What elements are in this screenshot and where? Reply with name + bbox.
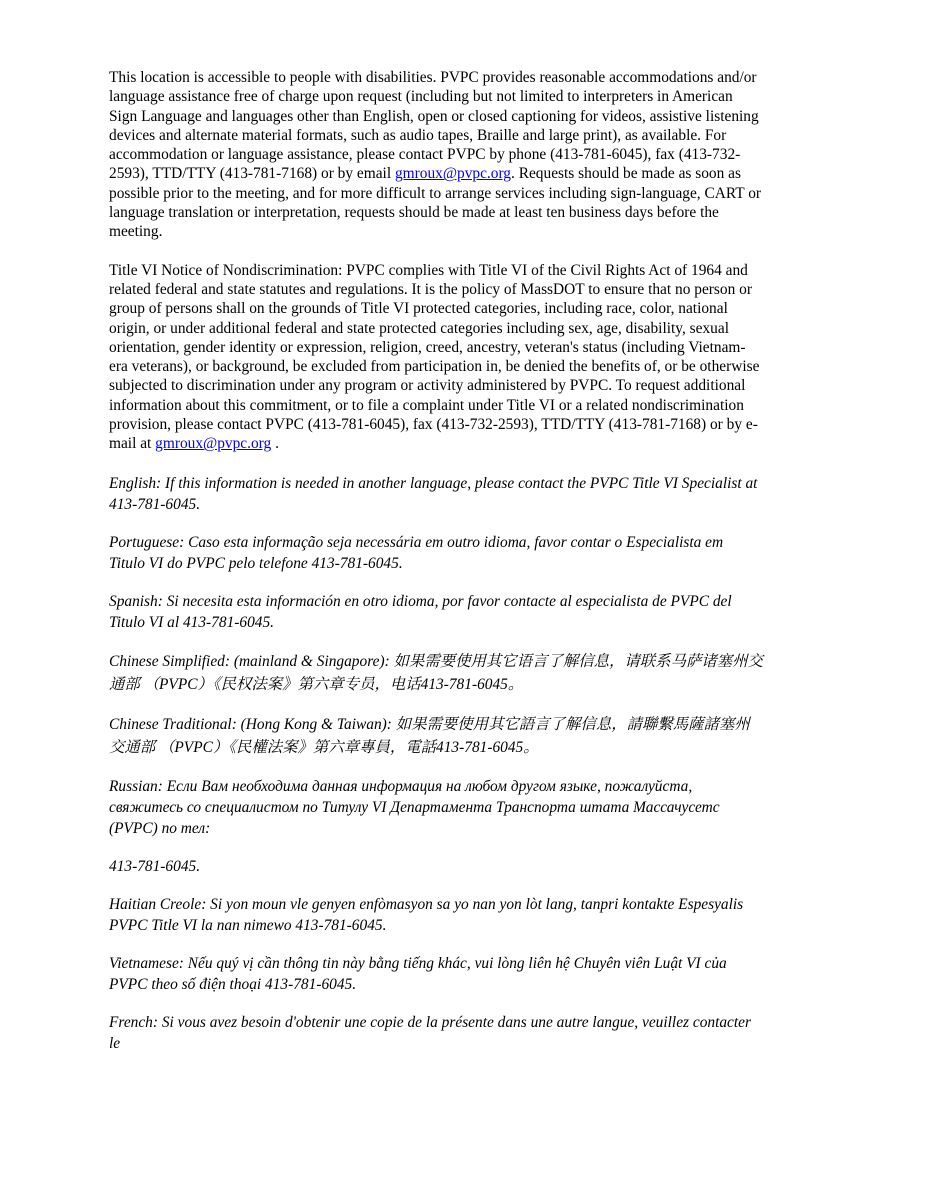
language-notice-vietnamese: Vietnamese: Nếu quý vị cần thông tin này bằng tiếng khác, vui lòng liên hệ Chuyên viên Luật VI của PVPC theo số điện thoại 413-781-6045. bbox=[109, 954, 727, 993]
language-notice-chinese-traditional: Chinese Traditional: (Hong Kong & Taiwan): 如果需要使用其它語言了解信息，請聯繫馬薩諸塞州 交通部 （PVPC）《民權法案》第六章專員，電話413-781-6045。 bbox=[109, 715, 750, 756]
title-vi-email-link[interactable]: gmroux@pvpc.org bbox=[155, 435, 272, 453]
title-vi-text-end: . bbox=[271, 435, 279, 453]
language-notice-english: English: If this information is needed in another language, please contact the PVPC Title VI Specialist at 413-781-6045. bbox=[109, 474, 758, 513]
language-notice-spanish: Spanish: Si necesita esta información en otro idioma, por favor contacte al especialista de PVPC del Titulo VI al 413-781-6045. bbox=[109, 592, 732, 631]
language-notice-haitian-creole: Haitian Creole: Si yon moun vle genyen enfòmasyon sa yo nan yon lòt lang, tanpri kontakte Espesyalis PVPC Title VI la nan nimewo 413-781-6045. bbox=[109, 895, 744, 934]
language-notice-french: French: Si vous avez besoin d'obtenir une copie de la présente dans une autre langue, veuillez contacter le bbox=[109, 1013, 751, 1052]
accessibility-text-continued: . Requests should be made as soon as possible prior to the meeting, and for more difficult to arrange services including sign-language, CART or language translation or interpretation, requests should be made at least ten business days before the meeting. bbox=[109, 165, 762, 241]
document-page bbox=[109, 68, 821, 1071]
title-vi-text: Title VI Notice of Nondiscrimination: PVPC complies with Title VI of the Civil Rights Act of 1964 and related federal and state statutes and regulations. It is the policy of MassDOT to ensure that no person or group of persons shall on the grounds of Title VI protected categories, including race, color, national origin, or under additional federal and state protected categories including sex, age, disability, sexual orientation, gender identity or expression, religion, creed, ancestry, veteran's status (including Vietnam- era veterans), or background, be excluded from participation in, be denied the benefits of, or be otherwise subjected to discrimination under any program or activity administered by PVPC. To request additional information about this commitment, or to file a complaint under Title VI or a related nondiscrimination provision, please contact PVPC (413-781-6045), fax (413-732-2593), TTD/TTY (413-781-7168) or by e- mail at bbox=[109, 261, 760, 453]
title-vi-paragraph bbox=[109, 261, 821, 454]
language-notice-portuguese: Portuguese: Caso esta informação seja necessária em outro idioma, favor contar o Especialista em Titulo VI do PVPC pelo telefone 413-781-6045. bbox=[109, 533, 724, 572]
accessibility-email-link[interactable]: gmroux@pvpc.org bbox=[394, 165, 512, 183]
accessibility-paragraph bbox=[109, 68, 821, 242]
accessibility-text: This location is accessible to people with disabilities. PVPC provides reasonable accommodations and/or language assistance free of charge upon request (including but not limited to interpreters in American Sign Language and languages other than English, open or closed captioning for videos, assistive listening devices and alternate material formats, such as audio tapes, Braille and large print), as available. For accommodation or language assistance, please contact PVPC by phone (413-781-6045), fax (413-732- 2593), TTD/TTY (413-781-7168) or by email bbox=[109, 69, 759, 183]
language-notice-chinese-simplified: Chinese Simplified: (mainland & Singapore): 如果需要使用其它语言了解信息，请联系马萨诸塞州交 通部 （PVPC）《民权法案》第六章专员，电话413-781-6045。 bbox=[109, 652, 763, 693]
language-notice-russian-phone: 413-781-6045. bbox=[109, 857, 201, 875]
language-notice-russian: Russian: Если Вам необходима данная информация на любом другом языке, пожалуйста, свяжитесь со специалистом по Титулу VI Департамента Транспорта штата Массачусетс (PVPC) по тел: bbox=[109, 777, 720, 837]
